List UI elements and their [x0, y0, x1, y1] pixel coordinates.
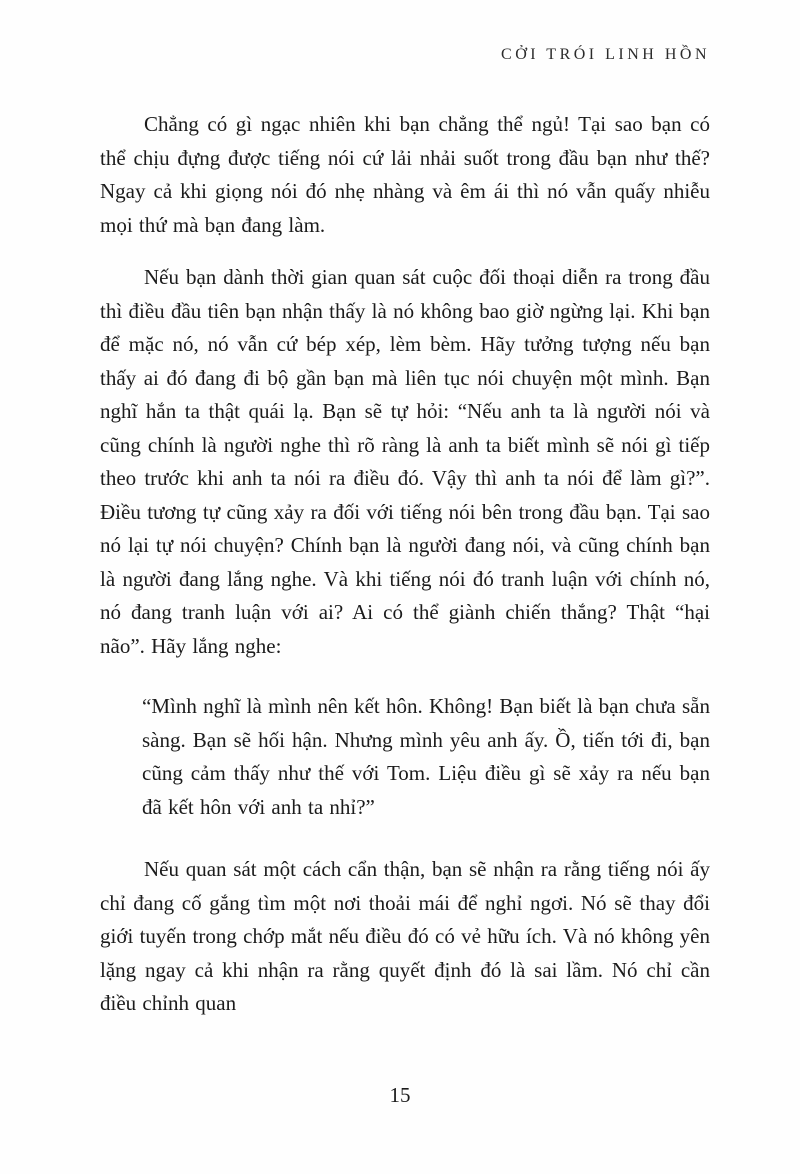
page-content — [100, 108, 710, 1021]
paragraph-3: Nếu quan sát một cách cẩn thận, bạn sẽ nhận ra rằng tiếng nói ấy chỉ đang cố gắng tìm một nơi thoải mái để nghỉ ngơi. Nó sẽ thay đổi giới tuyến trong chớp mắt nếu điều đó có vẻ hữu ích. Và nó không yên lặng ngay cả khi nhận ra rằng quyết định đó là sai lầm. Nó chỉ cần điều chỉnh quan — [100, 857, 710, 1015]
block-quote: “Mình nghĩ là mình nên kết hôn. Không! Bạn biết là bạn chưa sẵn sàng. Bạn sẽ hối hận. Nhưng mình yêu anh ấy. Ồ, tiến tới đi, bạn cũng cảm thấy như thế với Tom. Liệu điều gì sẽ xảy ra nếu bạn đã kết hôn với anh ta nhỉ?” — [142, 694, 710, 819]
paragraph-1: Chẳng có gì ngạc nhiên khi bạn chẳng thể ngủ! Tại sao bạn có thể chịu đựng được tiếng nói cứ lải nhải suốt trong đầu bạn như thế? Ngay cả khi giọng nói đó nhẹ nhàng và êm ái thì nó vẫn quấy nhiễu mọi thứ mà bạn đang làm. — [100, 112, 710, 237]
running-header: CỞI TRÓI LINH HỒN — [501, 46, 710, 63]
page-number: 15 — [389, 1083, 411, 1107]
paragraph-2: Nếu bạn dành thời gian quan sát cuộc đối thoại diễn ra trong đầu thì điều đầu tiên bạn nhận thấy là nó không bao giờ ngừng lại. Khi bạn để mặc nó, nó vẫn cứ bép xép, lèm bèm. Hãy tưởng tượng nếu bạn thấy ai đó đang đi bộ gần bạn mà liên tục nói chuyện một mình. Bạn nghĩ hắn ta thật quái lạ. Bạn sẽ tự hỏi: “Nếu anh ta là người nói và cũng chính là người nghe thì rõ ràng là anh ta biết mình sẽ nói gì tiếp theo trước khi anh ta nói ra điều đó. Vậy thì anh ta nói để làm gì?”. Điều tương tự cũng xảy ra đối với tiếng nói bên trong đầu bạn. Tại sao nó lại tự nói chuyện? Chính bạn là người đang nói, và cũng chính bạn là người đang lắng nghe. Và khi tiếng nói đó tranh luận với chính nó, nó đang tranh luận với ai? Ai có thể giành chiến thắng? Thật “hại não”. Hãy lắng nghe: — [100, 265, 710, 658]
